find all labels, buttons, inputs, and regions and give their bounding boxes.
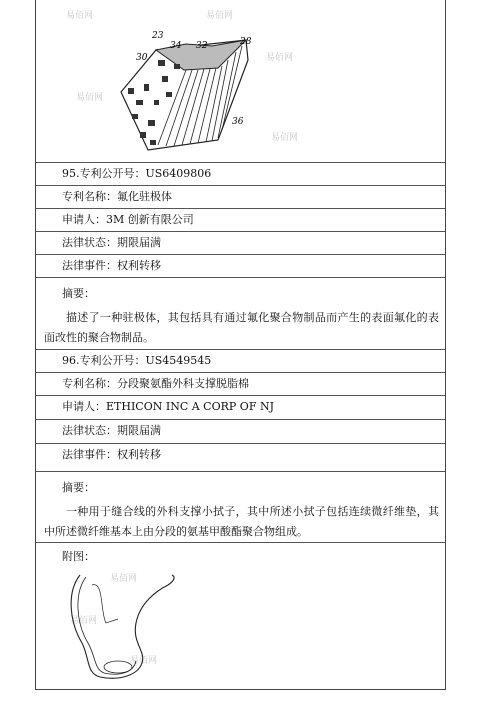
record-95-pub-no: 95.专利公开号：US6409806	[36, 163, 445, 186]
figure-label: 36	[232, 117, 244, 127]
swab-figure	[60, 563, 210, 688]
figure-label: 32	[196, 41, 208, 51]
electret-figure	[36, 0, 447, 163]
record-96-legal-status: 法律状态：期限届满	[36, 420, 445, 444]
record-96-abstract-text: 一种用于缝合线的外科支撑小拭子，其中所述小拭子包括连续微纤维垫，其中所述微纤维基本上由分段的氨基甲酸酯聚合物组成。	[44, 505, 439, 538]
record-95-name: 专利名称：氟化驻极体	[36, 186, 445, 209]
record-96-applicant: 申请人：ETHICON INC A CORP OF NJ	[36, 396, 445, 420]
patent-table	[35, 0, 446, 690]
figure-label: 23	[152, 31, 164, 41]
watermark-text: 易佰网	[206, 11, 234, 21]
figure-label: 28	[240, 37, 252, 47]
record-96-abstract-label: 摘要：	[62, 481, 95, 494]
record-95-abstract-label: 摘要：	[62, 287, 95, 300]
figure-label: 30	[136, 53, 148, 63]
record-96-abstract-cell	[36, 472, 445, 543]
watermark-text: 易佰网	[110, 574, 138, 584]
record-95-applicant: 申请人：3M 创新有限公司	[36, 209, 445, 232]
record-96-name: 专利名称：分段聚氨酯外科支撑脱脂棉	[36, 373, 445, 396]
record-95-legal-event: 法律事件：权利转移	[36, 255, 445, 278]
record-96-legal-event: 法律事件：权利转移	[36, 444, 445, 472]
watermark-pattern	[70, 572, 157, 666]
watermark-pattern	[66, 9, 298, 143]
figure-cell-top	[36, 0, 445, 163]
record-95-legal-status: 法律状态：期限届满	[36, 232, 445, 255]
record-96-pub-no: 96.专利公开号：US4549545	[36, 350, 445, 373]
figure-label: 34	[170, 41, 182, 51]
record-95-abstract-cell	[36, 278, 445, 350]
record-96-attachment-label: 附图：	[62, 550, 95, 563]
watermark-text: 易佰网	[70, 616, 98, 626]
watermark-text: 易佰网	[266, 53, 294, 63]
record-95-abstract-text: 描述了一种驻极体，其包括具有通过氟化聚合物制品而产生的表面氟化的表面改性的聚合物制品。	[44, 311, 439, 344]
record-96-figure-cell	[36, 543, 445, 690]
watermark-text: 易佰网	[271, 133, 299, 143]
watermark-text: 易佰网	[76, 93, 104, 103]
watermark-text: 易佰网	[66, 11, 94, 21]
watermark-text: 易佰网	[130, 656, 158, 666]
